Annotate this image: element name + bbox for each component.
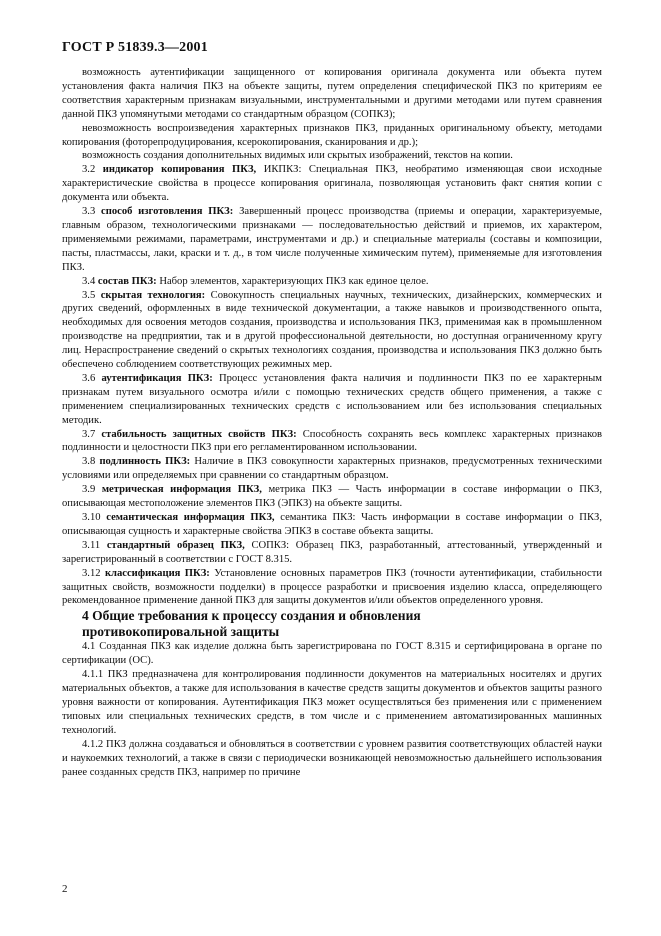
definition-3-4: 3.4 состав ПКЗ: Набор элементов, характеризующих ПКЗ как единое целое. xyxy=(82,275,429,287)
page-number: 2 xyxy=(62,883,68,895)
definition-3-7: 3.7 стабильность защитных свойств ПКЗ: Способность сохранять весь комплекс характерных признаков подлинности и целостности ПКЗ при его регламентированном использовании. xyxy=(62,428,602,454)
definition-3-6: 3.6 аутентификация ПКЗ: Процесс установления факта наличия и подлинности ПКЗ по ее характерным признакам путем визуального осмотра и/или с помощью технических средств общего применения, а также с применением специализированных технических средств с использованием или без использования специальных методик. xyxy=(62,372,603,426)
definition-3-9: 3.9 метрическая информация ПКЗ, метрика ПКЗ — Часть информации в составе информации о ПКЗ, описывающая местоположение элементов ПКЗ (ЭПКЗ) на объекте защиты. xyxy=(62,484,602,510)
paragraph-bullet-1: возможность аутентификации защищенного от копирования оригинала документа или объекта путем установления факта наличия ПКЗ на объекте защиты, путем определения специфической ПКЗ по критериям ее соответствия характерным признакам визуальными, инструментальными и другими методами или путем сравнения данной ПКЗ упомянутыми методами со стандартным образцом (СОПКЗ); xyxy=(62,67,602,120)
definition-3-3: 3.3 способ изготовления ПКЗ: Завершенный процесс производства (приемы и операции, характеризуемые, главным образом, технологическими признаками — последовательностью действий и приемов, их характером, применяемыми режимами, параметрами, инструментами и др.) и специальные материалы (составы и композиции, пасты, пластмассы, лаки, краски и т. д., в том числе полученные химическим путем), применяемые для изготовления ПКЗ. xyxy=(62,206,602,273)
document-header: ГОСТ Р 51839.3—2001 xyxy=(62,40,208,55)
definition-3-10: 3.10 семантическая информация ПКЗ, семантика ПКЗ: Часть информации в составе информации о ПКЗ, описывающая сущность и характерные свойства ЭПКЗ в составе объекта защиты. xyxy=(62,512,602,537)
definition-3-5: 3.5 скрытая технология: Совокупность специальных научных, технических, дизайнерских, коммерческих и других сведений, оформленных в виде технической документации, а также навыков и производственного опыта, необходимых для освоения методов создания, производства и использования ПКЗ, применимая как в промышленном производстве на предприятии, так и в другой профессиональной деятельности, но доступная ограниченному кругу лиц. Нераспространение сведений о скрытых технологиях создания, производства и использования ПКЗ должно быть обеспечено соблюдением соответствующих режимных мер. xyxy=(62,289,602,371)
paragraph-4-1-2: 4.1.2 ПКЗ должна создаваться и обновляться в соответствии с уровнем развития соответствующих областей науки и наукоемких технологий, а также в связи с периодически возникающей невозможностью дальнейшего использования ранее созданных средств ПКЗ, например по причине xyxy=(62,738,602,778)
paragraph-4-1-1: 4.1.1 ПКЗ предназначена для контролирования подлинности документов на материальных носителях и других материальных объектов, а также для использования в качестве средств защиты документов и объектов защиты разного уровня важности от копирования. Аутентификация ПКЗ может осуществляться без применения или с применением типовых или специальных технических средств, в том числе и с применением автоматизированных машинных технологий. xyxy=(62,669,602,736)
definition-3-11: 3.11 стандартный образец ПКЗ, СОПКЗ: Образец ПКЗ, разработанный, аттестованный, утвержденный и зарегистрированный в соответствии с ГОСТ 8.315. xyxy=(62,539,602,565)
document-body xyxy=(62,66,602,779)
section-4-heading: 4 Общие требования к процессу создания и обновления противокопировальной защиты xyxy=(82,608,421,640)
paragraph-4-1: 4.1 Созданная ПКЗ как изделие должна быть зарегистрирована по ГОСТ 8.315 и сертифицирована в органе по сертификации (ОС). xyxy=(62,641,602,667)
paragraph-bullet-2: невозможность воспроизведения характерных признаков ПКЗ, приданных оригинальному объекту, методами копирования (фоторепродуцирования, ксерокопирования, сканирования и др.); xyxy=(62,122,602,148)
definition-3-12: 3.12 классификация ПКЗ: Установление основных параметров ПКЗ (точности аутентификации, стабильности защитных свойств, возможности подделки) в процессе разработки и присвоения изделию класса, определяющего рекомендованное применение данной ПКЗ для защиты документов и/или объектов определенного уровня. xyxy=(62,567,603,607)
definition-3-2: 3.2 индикатор копирования ПКЗ, ИКПКЗ: Специальная ПКЗ, необратимо изменяющая свои исходные характеристические свойства в процессе копирования оригинала, позволяющая установить факт снятия копии с документа или объекта. xyxy=(62,164,603,204)
definition-3-8: 3.8 подлинность ПКЗ: Наличие в ПКЗ совокупности характерных признаков, предусмотренных техническими условиями или определяемых при сравнении со стандартным образцом. xyxy=(62,456,602,482)
paragraph-bullet-3: возможность создания дополнительных видимых или скрытых изображений, текстов на копии. xyxy=(82,150,513,162)
